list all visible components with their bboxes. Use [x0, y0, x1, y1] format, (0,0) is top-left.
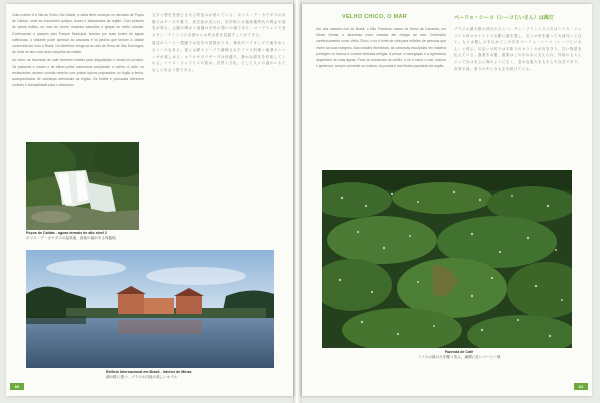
lake-hotel-caption-title: Edifício Internacional em Brasil - Interior de Minas [106, 370, 192, 374]
left-paragraph-pt-2: Ao redor, as fazendas de café recebem turistas para degustação e venda do produto. Os passeios a cavalo e as trilhas pelas cachoeiras completam o roteiro. A noite, os restaurantes servem comida mineira com pratos típicos preparados no fogão a lenha, acompanhados de cachaças artesanais da região. Os hotéis e pousadas oferecem conforto e tranquilidade para o descanso. [12, 58, 144, 88]
left-paragraph-pt-1: Outro roteiro é a Vila do Vinho. Na Cidade, a visita deve começar no mercado de Poços de Caldas, onde se encontram queijos, doces e artesanatos da região. Com pintores de vários estilos, as ruas do centro mostram casarões e igrejas de estilo colonial. Continuando o passeio pelo Parque Municipal, famoso por suas fontes de águas sulfurosas, o visitante pode apreciar as cascatas e os jardins que tornam a cidade conhecida em todo o Brasil. No teleférico chega-se ao alto da Serra de São Domingos, de onde se tem uma vista completa da cidade. [12, 13, 144, 55]
lake-hotel-caption [106, 370, 256, 379]
right-page [302, 4, 592, 396]
waterfall-caption-title: Poços de Caldas - águas termais de alto nível 2 [26, 231, 107, 235]
waterfall-caption-sub: ポソス・デ・カウダスの温泉地、高地の滝がある保養地 [26, 235, 116, 240]
right-text-portuguese [316, 26, 446, 158]
article-heading-jp: ベーリョ・シーコ（シーコじいさん）は海だ [454, 15, 554, 21]
right-paragraph-pt: Um dos maiores rios do Brasil, o São Francisco nasce na Serra da Canastra, em Minas Gerais, e atravessa cinco estados até chegar ao mar. Conhecido carinhosamente como Velho Chico, o rio é fonte de vida para milhões de pessoas que vivem às suas margens. Nas cidades ribeirinhas, as carrancas esculpidas em madeira protegem os barcos e contam histórias antigas. A pesca, a navegação e a agricultura dependem de suas águas. Para os moradores do sertão, o rio é como o mar, imenso e generoso, sempre presente na música, na poesia e nas festas populares da região. [316, 27, 446, 69]
page-gutter [293, 0, 302, 403]
left-paragraph-jp-2: 周辺のコーヒー農園では見学や試飲ができ、乗馬やハイキングで滝をめぐるコースもある。夜には薪ストーブで調理されたミナス料理と地酒カシャッサが楽しめる。ホテルやポウザーダは快適で、静かな滞在を約束してくれる。ミナス・ジェライスの旅は、自然と文化、そして人々の温かいもてなしに出会う旅である。 [152, 41, 286, 72]
article-heading-pt: VELHO CHICO, O MAR [342, 14, 407, 20]
left-text-portuguese [12, 12, 144, 138]
left-page-number: 60 [10, 383, 24, 390]
left-page [6, 4, 293, 396]
coffee-field-caption-sub: ミナスの緑の丘を覆う茂み、満開に近いコーヒー畑 [417, 354, 501, 359]
waterfall-image [26, 142, 139, 230]
right-page-number: 61 [574, 383, 588, 390]
left-text-japanese [152, 12, 286, 234]
right-text-japanese [454, 26, 582, 164]
coffee-field-caption [394, 350, 524, 359]
coffee-field-photo [322, 170, 572, 348]
coffee-field-image [322, 170, 572, 348]
left-paragraph-jp-1: 文字と歴史を感じさせる町並みが続いている。ポソス・デ・カウダスの市場ではチーズや菓子、民芸品が売られ、旧市街には植民地時代の教会や邸宅が残る。公園の噴水と庭園は市民の憩いの場であり、ロープウェイで登るサン・ドミンゴス山頂からは町全体を見渡すことができる。 [152, 13, 286, 37]
lake-hotel-caption-sub: 湖の畔に建つ、ブラジル内陸の美しいホテル [106, 374, 178, 379]
lake-hotel-photo [26, 250, 274, 368]
coffee-field-caption-title: Fazenda de Café [444, 350, 474, 354]
waterfall-caption [26, 231, 146, 240]
waterfall-photo [26, 142, 139, 230]
lake-hotel-image [26, 250, 274, 368]
right-paragraph-jp: ブラジル最大級の河川のひとつ、サン・フランシスコ川はミナス・ジェライス州のカナストラ山脈に源を発し、五つの州を通って大西洋へと注ぐ。人々は親しみを込めてこの川をベーリョ・シーコ（シーコじいさん）と呼ぶ。川沿いの町では木彫りのカランカが舟を守り、古い物語を伝えている。漁業や水運、農業はこの川の水に支えられ、内陸の人々にとって川はまさに海のように広く、豊かな恵みをもたらす存在であり、音楽や詩、祭りの中に今も生き続けている。 [454, 27, 582, 71]
